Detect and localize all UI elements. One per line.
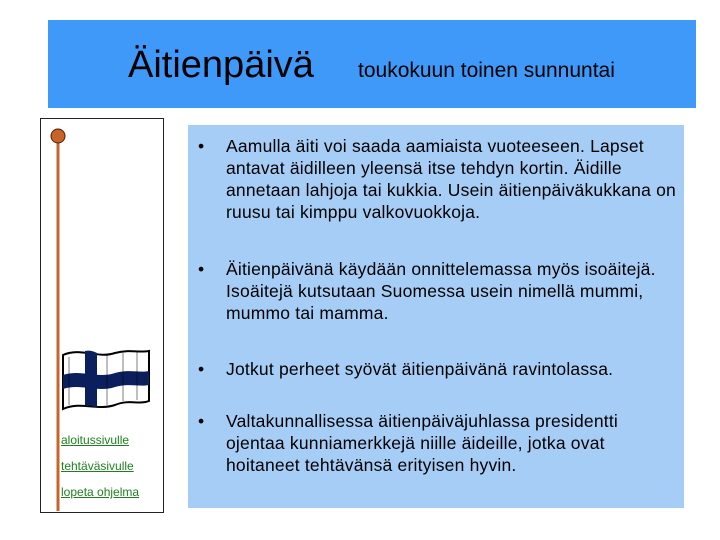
bullet-text: Jotkut perheet syövät äitienpäivänä ravintolassa. [226,359,614,379]
bullet-marker: • [198,136,205,156]
nav-link-start-page[interactable]: aloitussivulle [61,433,130,447]
title-bar [48,20,696,108]
content-panel [188,125,684,508]
bullet-marker: • [198,259,205,279]
bullet-marker: • [198,359,205,379]
list-item [198,358,678,380]
list-item [198,410,678,476]
flagpole-icon [41,119,165,514]
list-item [198,135,678,223]
bullet-text: Valtakunnallisessa äitienpäiväjuhlassa presidentti ojentaa kunniamerkkejä niille äideille, jotka ovat hoitaneet tehtävänsä erityisen hyvin. [226,411,618,475]
page-title: Äitienpäivä [128,44,314,86]
bullet-text: Aamulla äiti voi saada aamiaista vuoteeseen. Lapset antavat äidilleen yleensä itse tehdyn kortin. Äidille annetaan lahjoja tai kukkia. Usein äitienpäiväkukkana on ruusu tai kimppu valkovuokkoja. [226,136,676,222]
page-subtitle: toukokuun toinen sunnuntai [358,59,615,82]
nav-link-task-page[interactable]: tehtäväsivulle [61,459,134,473]
finnish-flag-icon [59,345,153,417]
bullet-text: Äitienpäivänä käydään onnittelemassa myös isoäitejä. Isoäitejä kutsutaan Suomessa usein nimellä mummi, mummo tai mamma. [226,259,656,323]
navigation-panel [40,118,164,513]
list-item [198,258,678,324]
nav-link-exit-program[interactable]: lopeta ohjelma [61,485,140,499]
bullet-marker: • [198,411,205,431]
